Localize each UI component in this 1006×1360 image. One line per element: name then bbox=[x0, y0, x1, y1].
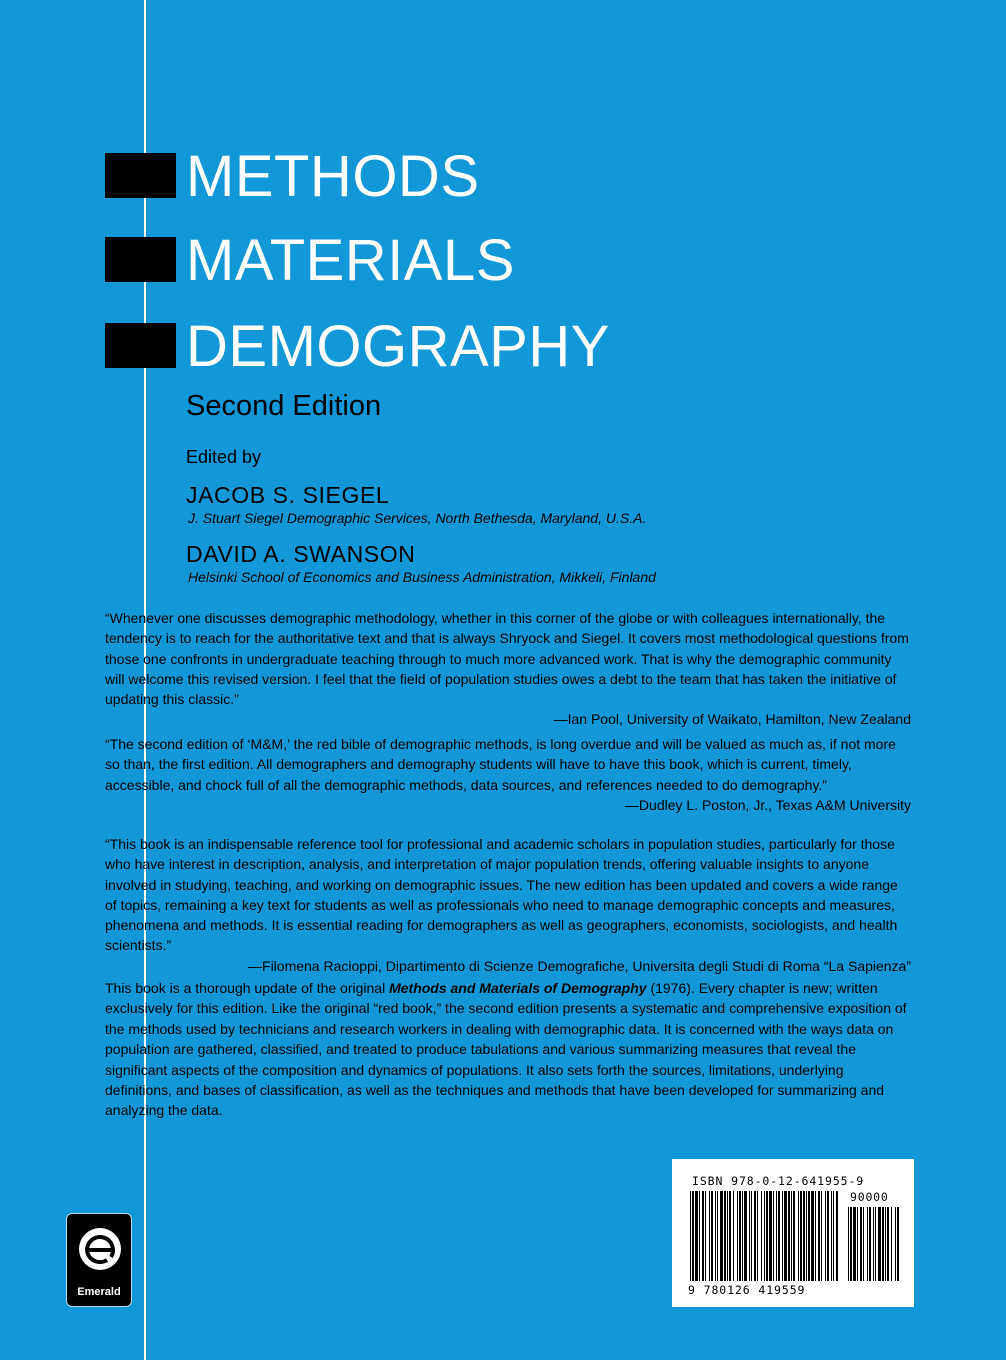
title-line-materials: MATERIALS bbox=[186, 228, 515, 293]
editor-affiliation: J. Stuart Siegel Demographic Services, North Bethesda, Maryland, U.S.A. bbox=[188, 510, 647, 526]
barcode-bar bbox=[827, 1191, 829, 1281]
supplement-bar bbox=[850, 1207, 852, 1281]
barcode-bar bbox=[751, 1191, 752, 1281]
barcode-bar bbox=[717, 1191, 718, 1281]
supplement-bar bbox=[891, 1207, 892, 1281]
description-body: (1976). Every chapter is new; written exclusively for this edition. Like the original “red book,” the second edition presents a systematic and comprehensive exposition of the methods used by technicians and research workers in dealing with demographic data. It is concerned with the ways data on population are gathered, classified, and treated to produce tabulations and various summarizing measures that reveal the significant aspects of the composition and dynamics of populations. It also sets forth the sources, limitations, underlying definitions, and bases of classification, as well as the techniques and methods that have been developed for summarizing and analyzing the data. bbox=[105, 980, 907, 1119]
barcode-bar bbox=[815, 1191, 816, 1281]
barcode-bar bbox=[720, 1191, 723, 1281]
endorsement-quote bbox=[105, 608, 911, 730]
title-block-3 bbox=[105, 323, 176, 368]
barcode-bar bbox=[724, 1191, 726, 1281]
barcode-bar bbox=[831, 1191, 832, 1281]
title-line-methods: METHODS bbox=[186, 144, 480, 209]
edited-by-label: Edited by bbox=[186, 447, 262, 467]
barcode-bar bbox=[702, 1191, 704, 1281]
supplement-bar bbox=[860, 1207, 862, 1281]
barcode-bar bbox=[821, 1191, 822, 1281]
supplement-bar bbox=[857, 1207, 858, 1281]
barcode-bar bbox=[699, 1191, 700, 1281]
isbn-text: ISBN 978-0-12-641955-9 bbox=[692, 1174, 865, 1188]
supplement-bar bbox=[878, 1207, 881, 1281]
book-description bbox=[105, 978, 911, 1121]
barcode-bar bbox=[818, 1191, 820, 1281]
publisher-logo bbox=[66, 1213, 132, 1307]
supplement-bar bbox=[882, 1207, 884, 1281]
barcode-bar bbox=[825, 1191, 826, 1281]
barcode-bar bbox=[727, 1191, 728, 1281]
barcode-bar bbox=[766, 1191, 768, 1281]
supplement-bar bbox=[867, 1207, 868, 1281]
barcode-bar bbox=[739, 1191, 741, 1281]
quote-text: “This book is an indispensable reference tool for professional and academic scholars in population studies, particularly for those who have interest in description, analysis, and interpretation of major population trends, offering valuable insights to anyone involved in studying, teaching, and working on demographic issues. The new edition has been updated and covers a wide range of topics, remaining a key text for students as well as professionals who need to manage demographic concepts and measures, phenomena and methods. It is essential reading for demographers as well as geographers, economists, sociologists, and health scientists.” bbox=[105, 836, 898, 954]
barcode-bar bbox=[803, 1191, 805, 1281]
editor-name: JACOB S. SIEGEL bbox=[186, 482, 390, 508]
supplement-bar bbox=[895, 1207, 896, 1281]
title-block-2 bbox=[105, 237, 176, 282]
original-book-title: Methods and Materials of Demography bbox=[389, 980, 647, 996]
quote-attribution: —Filomena Racioppi, Dipartimento di Scienze Demografiche, Universita degli Studi di Roma “La Sapienza” bbox=[248, 957, 911, 974]
supplement-bar bbox=[848, 1207, 849, 1281]
barcode-bar bbox=[733, 1191, 734, 1281]
barcode-bar bbox=[742, 1191, 743, 1281]
barcode-bar bbox=[791, 1191, 792, 1281]
barcode-bar bbox=[705, 1191, 706, 1281]
editor-name: DAVID A. SWANSON bbox=[186, 541, 416, 567]
barcode-bar bbox=[836, 1191, 838, 1281]
barcode-bar bbox=[776, 1191, 777, 1281]
barcode-bar bbox=[715, 1191, 716, 1281]
title-line-demography: DEMOGRAPHY bbox=[186, 314, 610, 379]
barcode-bar bbox=[833, 1191, 834, 1281]
quote-text: “Whenever one discusses demographic methodology, whether in this corner of the globe or with colleagues internationally, the tendency is to reach for the authoritative text and that is always Shryock and Siegel. It covers most methodological questions from those one confronts in undergraduate teaching through to much more advanced work. That is why the demographic community will welcome this revised version. I feel that the field of population studies owes a debt to the team that has taken the initiative of updating this classic.” bbox=[105, 610, 909, 708]
supplement-bar bbox=[863, 1207, 864, 1281]
editor-affiliation: Helsinki School of Economics and Business Administration, Mikkeli, Finland bbox=[188, 569, 656, 585]
endorsement-quote bbox=[105, 834, 911, 976]
barcode-bar bbox=[709, 1191, 710, 1281]
barcode-supplement: 90000 bbox=[850, 1190, 889, 1204]
barcode-bar bbox=[808, 1191, 810, 1281]
barcode-panel bbox=[672, 1159, 914, 1307]
supplement-bar bbox=[897, 1207, 899, 1281]
supplement-bar bbox=[869, 1207, 871, 1281]
barcode-bar bbox=[782, 1191, 783, 1281]
barcode-bar bbox=[800, 1191, 802, 1281]
barcode-bar bbox=[695, 1191, 698, 1281]
barcode-bar bbox=[773, 1191, 774, 1281]
title-block-1 bbox=[105, 153, 176, 198]
supplement-bar bbox=[873, 1207, 874, 1281]
barcode-bar bbox=[737, 1191, 738, 1281]
barcode-bar bbox=[744, 1191, 747, 1281]
barcode-bar bbox=[778, 1191, 780, 1281]
barcode-bar bbox=[784, 1191, 787, 1281]
supplement-bar bbox=[887, 1207, 889, 1281]
barcode-digits: 9 780126 419559 bbox=[688, 1283, 806, 1297]
barcode-bar bbox=[761, 1191, 762, 1281]
description-lead: This book is a thorough update of the original bbox=[105, 980, 390, 996]
barcode-bar bbox=[806, 1191, 807, 1281]
quote-attribution: —Dudley L. Poston, Jr., Texas A&M University bbox=[624, 796, 911, 813]
barcode-bar bbox=[788, 1191, 790, 1281]
supplement-bar bbox=[885, 1207, 886, 1281]
barcode-bar bbox=[757, 1191, 758, 1281]
barcode-bar bbox=[754, 1191, 756, 1281]
supplement-bar bbox=[853, 1207, 856, 1281]
quote-attribution: —Ian Pool, University of Waikato, Hamilton, New Zealand bbox=[553, 711, 911, 728]
edition: Second Edition bbox=[186, 390, 382, 422]
barcode-bar bbox=[769, 1191, 772, 1281]
publisher-name: Emerald bbox=[77, 1286, 121, 1298]
barcode-bar bbox=[811, 1191, 814, 1281]
barcode-bar bbox=[749, 1191, 750, 1281]
supplement-bar bbox=[875, 1207, 876, 1281]
barcode-bar bbox=[793, 1191, 795, 1281]
barcode-bar bbox=[729, 1191, 731, 1281]
barcode-bar bbox=[764, 1191, 765, 1281]
barcode-bar bbox=[711, 1191, 713, 1281]
barcode-bar bbox=[692, 1191, 694, 1281]
endorsement-quote bbox=[105, 734, 911, 815]
quote-text: “The second edition of ‘M&M,’ the red bible of demographic methods, is long overdue and will be valued as much as, if not more so than, the first edition. All demographers and demography students will have to have this book, which is current, timely, accessible, and chock full of all the demographic methods, data sources, and references needed to do demography.” bbox=[105, 736, 896, 793]
barcode-bar bbox=[798, 1191, 799, 1281]
barcode-bar bbox=[690, 1191, 691, 1281]
